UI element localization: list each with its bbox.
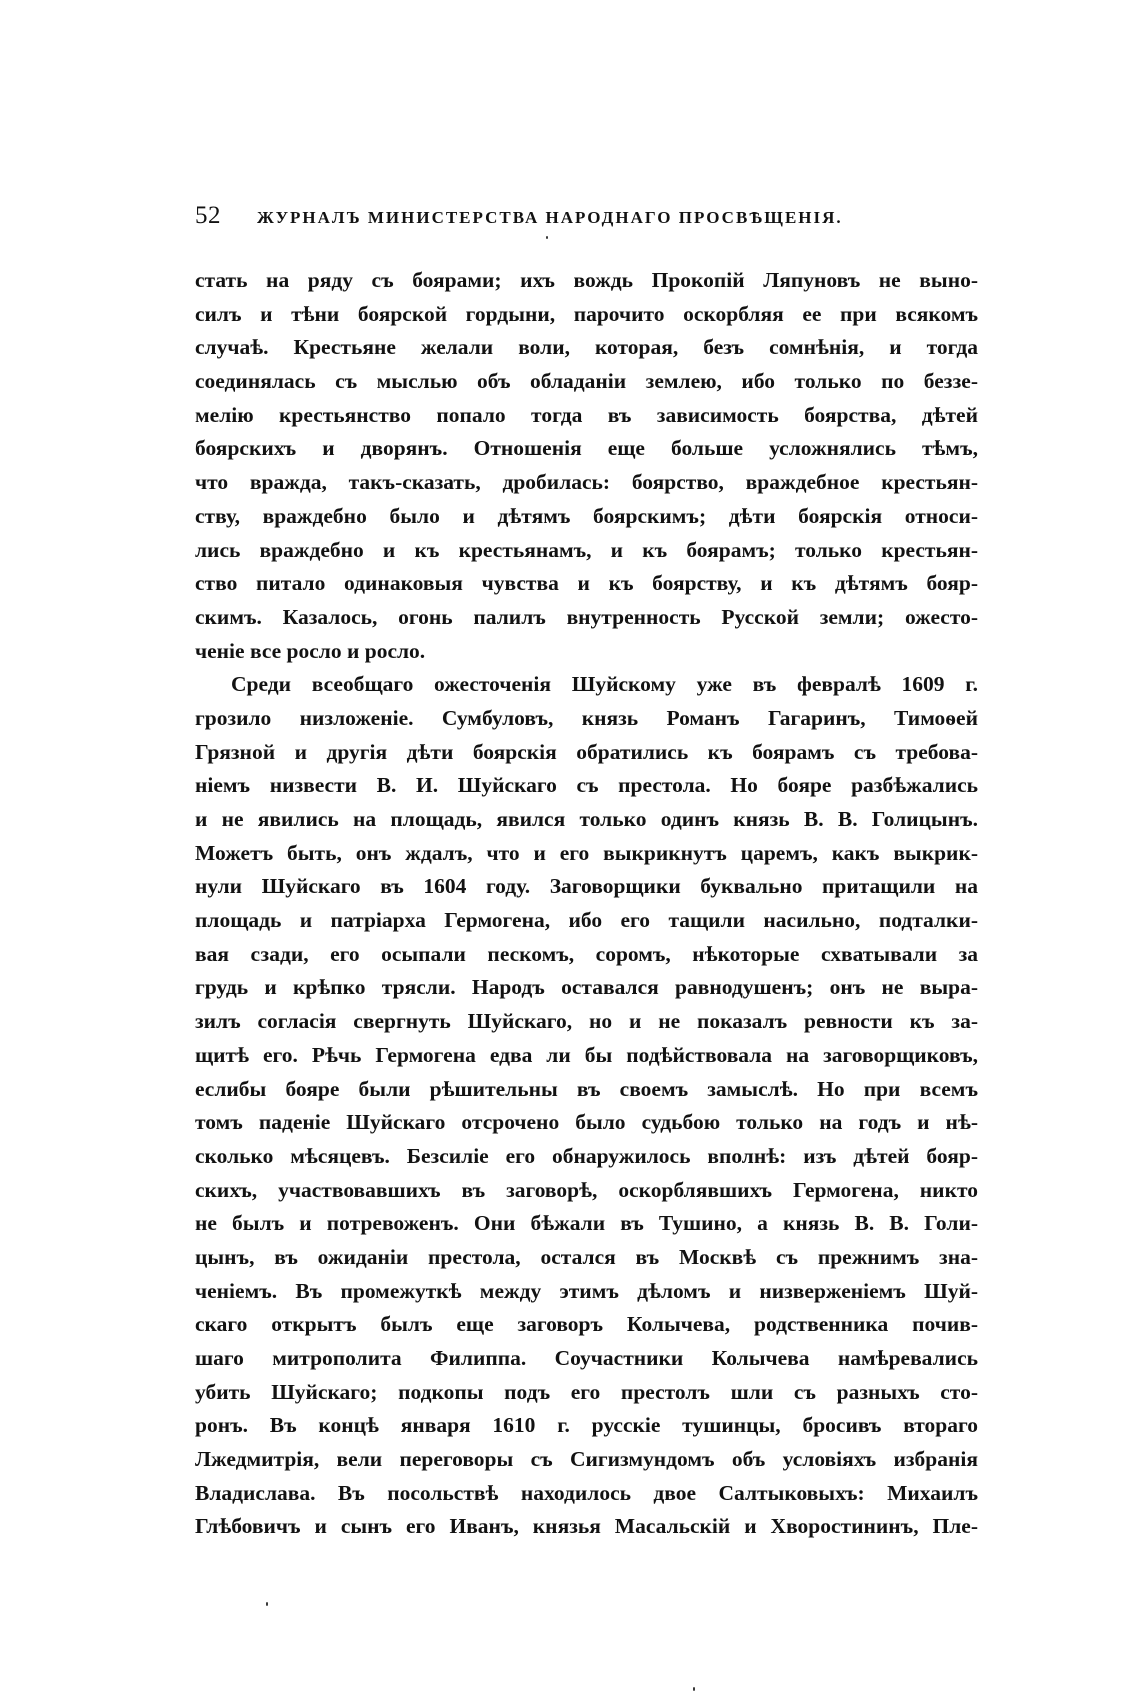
text-line: вая сзади, его осыпали пескомъ, соромъ, нѣкоторые схватывали за — [195, 941, 978, 966]
text-line: скимъ. Казалось, огонь палилъ внутренность Русской земли; ожесто- — [195, 604, 978, 629]
body-text — [195, 264, 978, 1578]
text-line: что вражда, такъ-сказать, дробилась: боярство, враждебное крестьян- — [195, 470, 978, 495]
text-line: боярскихъ и дворянъ. Отношенія еще больше усложнялись тѣмъ, — [195, 436, 978, 461]
text-line: скихъ, участвовавшихъ въ заговорѣ, оскорблявшихъ Гермогена, никто — [195, 1177, 978, 1202]
text-line: ченіемъ. Въ промежуткѣ между этимъ дѣломъ и низверженіемъ Шуй- — [195, 1278, 978, 1303]
text-line: ронъ. Въ концѣ января 1610 г. русскіе тушинцы, бросивъ втораго — [195, 1413, 978, 1438]
text-line: лись враждебно и къ крестьянамъ, и къ боярамъ; только крестьян- — [195, 537, 978, 562]
running-title: ЖУРНАЛЪ МИНИСТЕРСТВА НАРОДНАГО ПРОСВѢЩЕНІЯ. — [257, 208, 843, 227]
text-line: зилъ согласія свергнуть Шуйскаго, но и не показалъ ревности къ за- — [195, 1009, 978, 1034]
text-line: Грязной и другія дѣти боярскія обратились къ боярамъ съ требова- — [195, 739, 978, 764]
text-line: площадь и патріарха Гермогена, ибо его тащили насильно, подталки- — [195, 908, 978, 933]
text-line: скаго открытъ былъ еще заговоръ Колычева, родственника почив- — [195, 1312, 978, 1337]
text-line: не былъ и потревоженъ. Они бѣжали въ Тушино, а князь В. В. Голи- — [195, 1211, 978, 1236]
text-line: томъ паденіе Шуйскаго отсрочено было судьбою только на годъ и нѣ- — [195, 1110, 978, 1135]
text-line: грудь и крѣпко трясли. Народъ оставался равнодушенъ; онъ не выра- — [195, 975, 978, 1000]
text-line: ству, враждебно было и дѣтямъ боярскимъ; дѣти боярскія относи- — [195, 503, 978, 528]
text-line: щитѣ его. Рѣчь Гермогена едва ли бы подѣйствовала на заговорщиковъ, — [195, 1042, 978, 1067]
text-line: силъ и тѣни боярской гордыни, парочито оскорбляя ее при всякомъ — [195, 301, 978, 326]
text-line: сколько мѣсяцевъ. Безсиліе его обнаружилось вполнѣ: изъ дѣтей бояр- — [195, 1143, 978, 1168]
text-line: Можетъ быть, онъ ждалъ, что и его выкрикнутъ царемъ, какъ выкрик- — [195, 840, 978, 865]
text-line: шаго митрополита Филиппа. Соучастники Колычева намѣревались — [195, 1346, 978, 1370]
text-line: Среди всеобщаго ожесточенія Шуйскому уже въ февралѣ 1609 г. — [231, 672, 978, 697]
text-line: случаѣ. Крестьяне желали воли, которая, безъ сомнѣнія, и тогда — [195, 335, 978, 360]
text-line: убить Шуйскаго; подкопы подъ его престолъ шли съ разныхъ сто- — [195, 1379, 978, 1404]
text-line: нули Шуйскаго въ 1604 году. Заговорщики буквально притащили на — [195, 874, 978, 899]
text-line: ченіе все росло и росло. — [195, 638, 426, 663]
text-line: соединялась съ мыслью объ обладаніи землею, ибо только по беззе- — [195, 369, 978, 394]
text-line — [195, 1544, 978, 1578]
scan-speck — [693, 1687, 695, 1691]
text-line: мелію крестьянство попало тогда въ зависимость боярства, дѣтей — [195, 402, 978, 427]
text-line: еслибы бояре были рѣшительны въ своемъ замыслѣ. Но при всемъ — [195, 1076, 978, 1101]
text-line: Лжедмитрія, вели переговоры съ Сигизмундомъ объ условіяхъ избранія — [195, 1447, 978, 1472]
page-number: 52 — [195, 202, 221, 229]
scan-speck — [546, 236, 548, 239]
text-line: ство питало одинаковыя чувства и къ боярству, и къ дѣтямъ бояр- — [195, 571, 978, 596]
text-line: Глѣбовичъ и сынъ его Иванъ, князья Масальскій и Хворостининъ, Пле- — [195, 1514, 978, 1539]
text-line: стать на ряду съ боярами; ихъ вождь Прокопій Ляпуновъ не выно- — [195, 268, 978, 292]
text-line: Владислава. Въ посольствѣ находилось двое Салтыковыхъ: Михаилъ — [195, 1480, 978, 1505]
scan-speck — [266, 1602, 268, 1606]
text-line: цынъ, въ ожиданіи престола, остался въ Москвѣ съ прежнимъ зна- — [195, 1244, 978, 1269]
text-line: и не явились на площадь, явился только одинъ князь В. В. Голицынъ. — [195, 807, 978, 831]
text-line: грозило низложеніе. Сумбуловъ, князь Романъ Гагаринъ, Тимоѳей — [195, 705, 978, 730]
page-header — [195, 202, 895, 242]
text-line: ніемъ низвести В. И. Шуйскаго съ престола. Но бояре разбѣжались — [195, 773, 978, 798]
